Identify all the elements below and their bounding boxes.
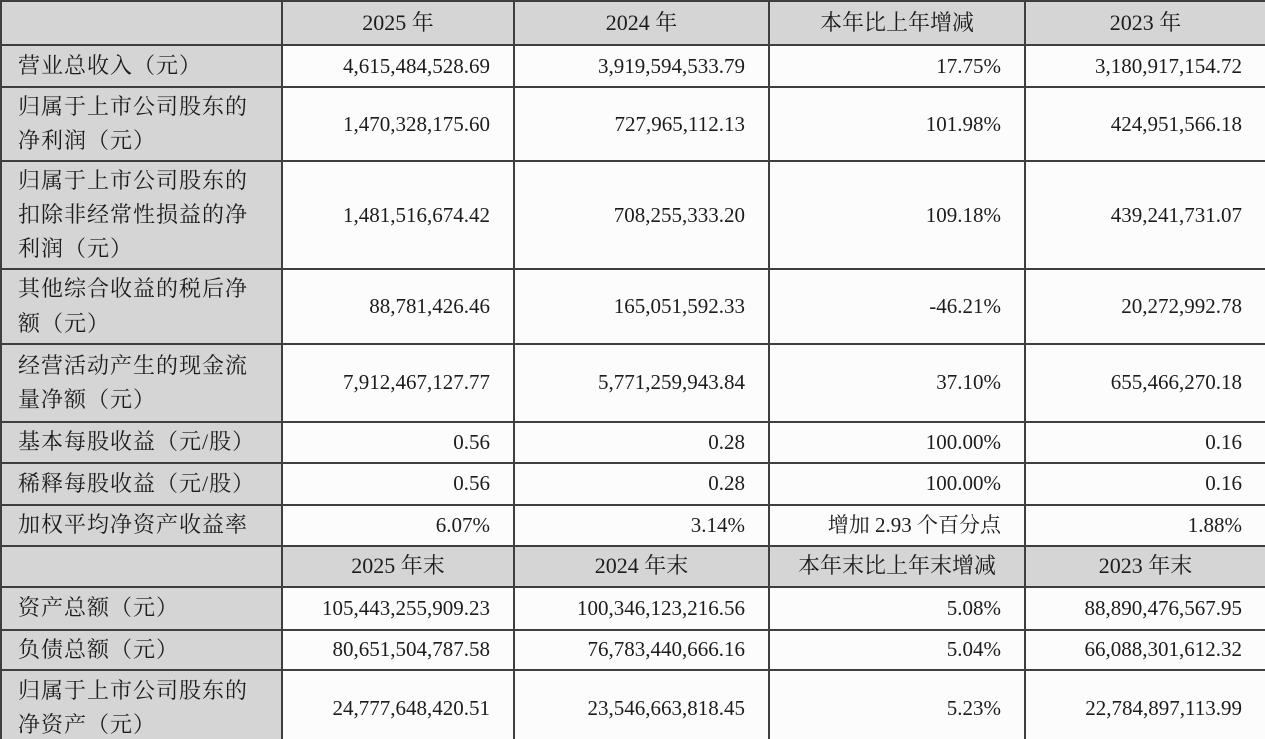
- row-label: 加权平均净资产收益率: [1, 505, 282, 546]
- row-label: 归属于上市公司股东的净利润（元）: [1, 87, 282, 161]
- table-row: [1, 269, 1265, 343]
- header-2024: 2024 年: [514, 1, 769, 45]
- cell-change: 37.10%: [769, 344, 1025, 422]
- corner-cell: [1, 546, 282, 587]
- cell-change: 100.00%: [769, 463, 1025, 505]
- cell-2023: 1.88%: [1025, 505, 1265, 546]
- table-row: [1, 463, 1265, 505]
- table-row: [1, 505, 1265, 546]
- cell-2025: 0.56: [282, 422, 514, 463]
- cell-change: 5.04%: [769, 630, 1025, 670]
- cell-2024: 23,546,663,818.45: [514, 670, 769, 739]
- cell-2025: 6.07%: [282, 505, 514, 546]
- cell-2025: 7,912,467,127.77: [282, 344, 514, 422]
- cell-2024: 3,919,594,533.79: [514, 45, 769, 87]
- cell-2025: 4,615,484,528.69: [282, 45, 514, 87]
- table-row: [1, 422, 1265, 463]
- cell-2024: 3.14%: [514, 505, 769, 546]
- header-2023: 2023 年: [1025, 1, 1265, 45]
- cell-2023: 3,180,917,154.72: [1025, 45, 1265, 87]
- cell-2023: 439,241,731.07: [1025, 161, 1265, 269]
- cell-2023: 20,272,992.78: [1025, 269, 1265, 343]
- cell-change: 5.08%: [769, 587, 1025, 630]
- row-label: 归属于上市公司股东的净资产（元）: [1, 670, 282, 739]
- corner-cell: [1, 1, 282, 45]
- cell-2024: 165,051,592.33: [514, 269, 769, 343]
- table-row: [1, 587, 1265, 630]
- header-2023-eoy: 2023 年末: [1025, 546, 1265, 587]
- cell-2024: 0.28: [514, 422, 769, 463]
- cell-2025: 0.56: [282, 463, 514, 505]
- header-2025: 2025 年: [282, 1, 514, 45]
- row-label: 其他综合收益的税后净额（元）: [1, 269, 282, 343]
- table-row: [1, 87, 1265, 161]
- row-label: 负债总额（元）: [1, 630, 282, 670]
- cell-2024: 76,783,440,666.16: [514, 630, 769, 670]
- cell-2024: 100,346,123,216.56: [514, 587, 769, 630]
- table-row: [1, 670, 1265, 739]
- cell-2023: 88,890,476,567.95: [1025, 587, 1265, 630]
- table-row: [1, 161, 1265, 269]
- header-change: 本年比上年增减: [769, 1, 1025, 45]
- header-2025-eoy: 2025 年末: [282, 546, 514, 587]
- eoy-header-row: [1, 546, 1265, 587]
- cell-2023: 0.16: [1025, 463, 1265, 505]
- table-row: [1, 630, 1265, 670]
- row-label: 资产总额（元）: [1, 587, 282, 630]
- row-label: 经营活动产生的现金流量净额（元）: [1, 344, 282, 422]
- row-label: 归属于上市公司股东的扣除非经常性损益的净利润（元）: [1, 161, 282, 269]
- row-label: 稀释每股收益（元/股）: [1, 463, 282, 505]
- cell-2023: 0.16: [1025, 422, 1265, 463]
- cell-change: -46.21%: [769, 269, 1025, 343]
- cell-2025: 1,481,516,674.42: [282, 161, 514, 269]
- cell-2024: 708,255,333.20: [514, 161, 769, 269]
- cell-2024: 727,965,112.13: [514, 87, 769, 161]
- cell-2025: 105,443,255,909.23: [282, 587, 514, 630]
- table-row: [1, 344, 1265, 422]
- cell-change: 17.75%: [769, 45, 1025, 87]
- cell-change: 109.18%: [769, 161, 1025, 269]
- cell-2023: 22,784,897,113.99: [1025, 670, 1265, 739]
- cell-2023: 655,466,270.18: [1025, 344, 1265, 422]
- cell-change: 100.00%: [769, 422, 1025, 463]
- cell-2025: 1,470,328,175.60: [282, 87, 514, 161]
- cell-change: 5.23%: [769, 670, 1025, 739]
- cell-change: 增加 2.93 个百分点: [769, 505, 1025, 546]
- table-row: [1, 45, 1265, 87]
- header-2024-eoy: 2024 年末: [514, 546, 769, 587]
- cell-2023: 66,088,301,612.32: [1025, 630, 1265, 670]
- row-label: 营业总收入（元）: [1, 45, 282, 87]
- period-header-row: [1, 1, 1265, 45]
- cell-2025: 24,777,648,420.51: [282, 670, 514, 739]
- cell-change: 101.98%: [769, 87, 1025, 161]
- header-change-eoy: 本年末比上年末增减: [769, 546, 1025, 587]
- cell-2025: 88,781,426.46: [282, 269, 514, 343]
- cell-2024: 5,771,259,943.84: [514, 344, 769, 422]
- row-label: 基本每股收益（元/股）: [1, 422, 282, 463]
- cell-2024: 0.28: [514, 463, 769, 505]
- cell-2025: 80,651,504,787.58: [282, 630, 514, 670]
- cell-2023: 424,951,566.18: [1025, 87, 1265, 161]
